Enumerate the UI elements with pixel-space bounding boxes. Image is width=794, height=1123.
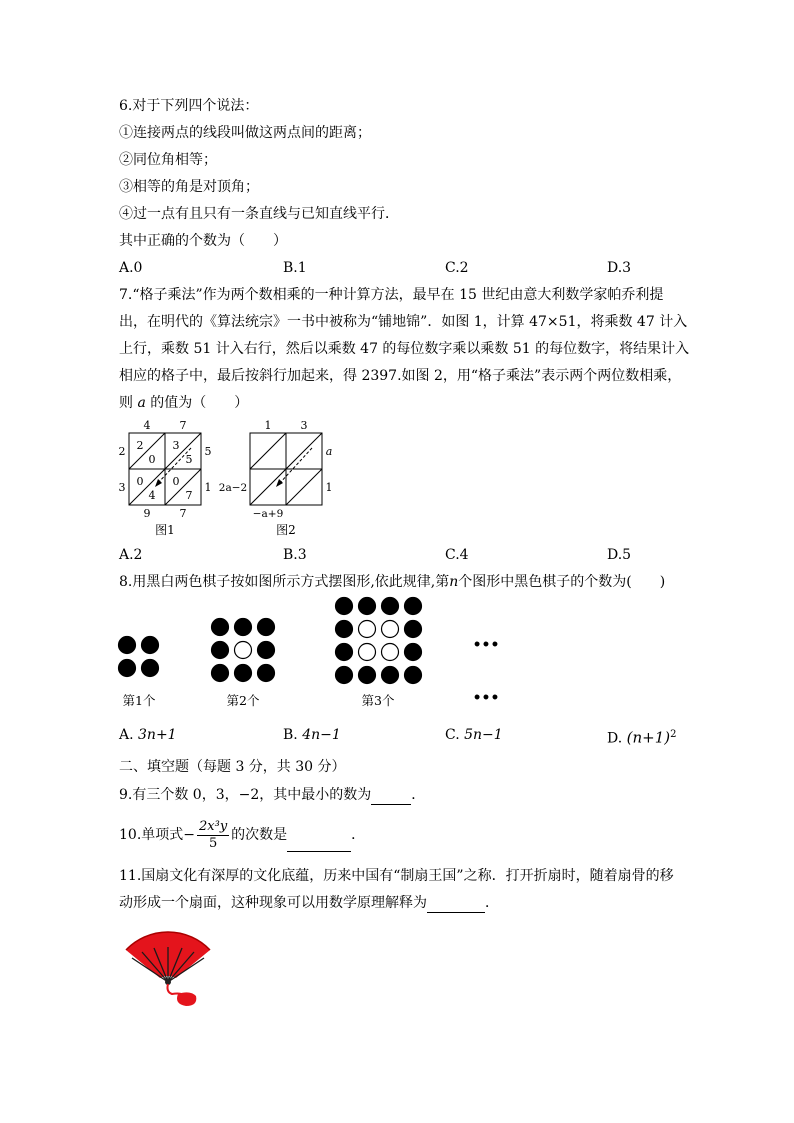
black-piece-fig3 (359, 667, 376, 684)
q7-line-2: 出，在明代的《算法统宗》一书中被称为“铺地锦”．如图 1，计算 47×51，将乘数 47 计入 (119, 314, 688, 330)
fig1-left-label: 2 (118, 445, 126, 458)
q6-statement-3: ③相等的角是对顶角； (119, 179, 259, 195)
fan-ribs (132, 947, 204, 982)
black-piece-fig3 (336, 598, 353, 615)
q7-line-5: 则 a 的值为（ ） (119, 395, 249, 411)
figure-1-caption: 第1个 (122, 693, 156, 708)
section-2-heading: 二、填空题（每题 3 分，共 30 分） (119, 759, 346, 775)
q7-option-c: C.4 (445, 547, 469, 563)
lattice-figure-2 (218, 418, 338, 538)
black-piece-fig2 (258, 665, 275, 682)
q7-option-a: A.2 (119, 547, 143, 563)
lattice-figure-1 (115, 418, 215, 538)
fig1-top-label: 4 (143, 419, 151, 432)
fig1-arrowhead (155, 479, 162, 487)
q7-option-b: B.3 (283, 547, 307, 563)
fig2-diagonal (286, 469, 322, 505)
fig2-top-label: 3 (300, 419, 308, 432)
q6-statement-1: ①连接两点的线段叫做这两点间的距离； (119, 125, 371, 141)
q7-line-1: 7.“格子乘法”作为两个数相乘的一种计算方法，最早在 15 世纪由意大利数学家帕乔利提 (119, 287, 664, 303)
fig1-cell-digit: 4 (148, 489, 156, 502)
q11-line-2: 动形成一个扇面，这种现象可以用数学原理解释为 ． (119, 895, 499, 911)
black-piece-fig3 (405, 598, 422, 615)
chess-pattern-figures (110, 592, 530, 722)
white-piece-fig3 (359, 644, 376, 661)
q9-answer-blank[interactable] (371, 790, 411, 805)
q7-line-3: 上行，乘数 51 计入右行，然后以乘数 47 的每位数字乘以乘数 51 的每位数字，将结果计入 (119, 341, 690, 357)
fig1-diagonal (165, 469, 201, 505)
fig1-caption: 图1 (155, 523, 175, 537)
q11-line-1: 11.国扇文化有深厚的文化底蕴，历来中国有“制扇王国”之称．打开折扇时，随着扇骨的移 (119, 868, 674, 884)
fig2-bottom-label: −a+9 (252, 508, 284, 520)
fig1-bottom-label: 9 (143, 507, 151, 520)
q6-question: 其中正确的个数为（ ） (119, 233, 287, 249)
white-piece-fig3 (359, 621, 376, 638)
black-piece-fig1 (142, 660, 159, 677)
fig1-cell-digit: 7 (185, 489, 193, 502)
q10-answer-blank[interactable] (287, 837, 351, 852)
fig1-diagonal (129, 433, 165, 469)
fan-tassel (177, 992, 196, 1006)
q10-line: 10.单项式− $\frac{\text{2x³y}}{5}$ 的次数是 ． (119, 818, 366, 851)
fig2-caption: 图2 (276, 523, 296, 537)
black-piece-fig3 (382, 598, 399, 615)
black-piece-fig3 (405, 644, 422, 661)
pattern-ellipsis: ••• (472, 637, 500, 653)
q7-option-d: D.5 (607, 547, 632, 563)
fig1-bottom-label: 7 (179, 507, 187, 520)
q6-statement-4: ④过一点有且只有一条直线与已知直线平行． (119, 206, 399, 222)
q6-option-d: D.3 (607, 260, 632, 276)
pattern-pieces (119, 598, 422, 684)
black-piece-fig2 (258, 619, 275, 636)
q7-line-4: 相应的格子中，最后按斜行加起来，得 2397.如图 2，用“格子乘法”表示两个两位数相乘， (119, 368, 682, 384)
white-piece-fig3 (382, 644, 399, 661)
black-piece-fig3 (359, 598, 376, 615)
fig2-diagonal (250, 433, 286, 469)
black-piece-fig3 (336, 621, 353, 638)
pattern-ellipsis: ••• (472, 690, 500, 706)
black-piece-fig3 (336, 667, 353, 684)
figure-3-caption: 第3个 (361, 693, 395, 708)
black-piece-fig3 (382, 667, 399, 684)
fig2-right-label: a (325, 445, 333, 458)
q8-option-c: C. 5n−1 (445, 727, 503, 743)
q6-option-a: A.0 (119, 260, 143, 276)
q8-option-b: B. 4n−1 (283, 727, 341, 743)
fig1-cell-digit: 5 (185, 453, 193, 466)
q6-option-c: C.2 (445, 260, 469, 276)
q8-stem: 8.用黑白两色棋子按如图所示方式摆图形,依此规律,第n个图形中黑色棋子的个数为( ) (119, 574, 666, 590)
black-piece-fig3 (405, 621, 422, 638)
fig1-right-label: 1 (204, 481, 212, 494)
variable-n: n (449, 574, 459, 590)
q6-stem: 6.对于下列四个说法： (119, 98, 259, 114)
fig1-cell-digit: 0 (136, 475, 144, 488)
fig2-left-label: 2a−2 (218, 482, 248, 494)
q6-option-b: B.1 (283, 260, 307, 276)
black-piece-fig3 (405, 667, 422, 684)
variable-a: a (137, 395, 146, 411)
black-piece-fig2 (258, 642, 275, 659)
figure-2-caption: 第2个 (226, 693, 260, 708)
black-piece-fig2 (212, 619, 229, 636)
fig2-arrowhead (276, 479, 283, 487)
fig1-cell-digit: 0 (172, 475, 180, 488)
fig1-top-label: 7 (179, 419, 187, 432)
fig2-right-label: 1 (325, 481, 333, 494)
white-piece-fig3 (382, 621, 399, 638)
black-piece-fig2 (212, 665, 229, 682)
q8-option-a: A. 3n+1 (119, 727, 177, 743)
fig2-top-label: 1 (264, 419, 272, 432)
black-piece-fig1 (119, 637, 136, 654)
black-piece-fig2 (212, 642, 229, 659)
fig1-cell-digit: 2 (136, 439, 144, 452)
q8-option-d: D. $(n+1)^2$ (607, 728, 677, 747)
white-piece-fig2 (235, 642, 252, 659)
q9-line: 9.有三个数 0，3，−2，其中最小的数为 ． (119, 787, 426, 803)
q6-statement-2: ②同位角相等； (119, 152, 217, 168)
black-piece-fig2 (235, 619, 252, 636)
black-piece-fig1 (119, 660, 136, 677)
fig1-right-label: 5 (204, 445, 212, 458)
fig1-left-label: 3 (118, 481, 126, 494)
black-piece-fig3 (336, 644, 353, 661)
fig2-dashed-arrow (279, 448, 312, 484)
fig1-cell-digit: 0 (148, 453, 156, 466)
q10-fraction: $\frac{\text{2x³y}}{5}$ (199, 818, 228, 851)
black-piece-fig1 (142, 637, 159, 654)
folding-fan-image (118, 922, 214, 1014)
q11-answer-blank[interactable] (427, 898, 485, 913)
fig1-cell-digit: 3 (172, 439, 180, 452)
black-piece-fig2 (235, 665, 252, 682)
